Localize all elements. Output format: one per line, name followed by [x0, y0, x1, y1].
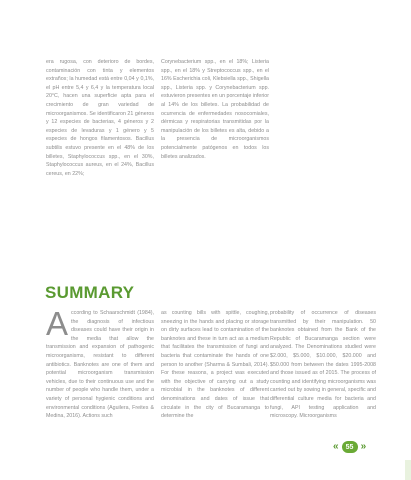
- summary-column-3: probability of occurrence of diseases transmitted by their manipulation. 50 banknotes obtained from the Bank of the Republic of Bucaramanga section were analyzed. The Denominations studied were $2.000, $5.000, $10.000, $20.000 and $50.000 from between the dates 1995-2008 and those issued as of 2015. The process of counting and identifying microorganisms was carried out by sowing in general, specific and differential culture media for bacteria and fungi, API testing application and microscopy. Microorganisms: [270, 310, 376, 420]
- section-title: SUMMARY: [45, 283, 135, 302]
- page-edge-tab: [405, 460, 411, 480]
- summary-column-1: [46, 305, 154, 461]
- drop-cap: A: [46, 305, 69, 342]
- body-text-column-2: Corynebacterium spp., en el 18%; Listeria spp., en el 18% y Streptococcus spp., en el 16% Escherichia coli, Klebsiella spp., Shigella spp., Listeria spp. y Corynebacterium spp. estuvieron presentes en un porcentaje inferior al 14% de los billetes. La probabilidad de ocurrencia de enfermedades nosocomiales, dérmicas y respiratorias transmitidas por la manipulación de los billetes es alta, debido a la presencia de microorganismos potencialmente patógenos en todos los billetes analizados.: [161, 59, 269, 160]
- previous-page-icon[interactable]: «: [333, 441, 339, 452]
- summary-column-1-text: ccording to Schaarschmidt (1984), the diagnosis of infectious diseases could have their origin in the media that allow the transmission and expansion of pathogenic microorganisms, resistant to different antibiotics. Banknotes are one of them and potential microorganism transmission vehicles, due to their continuous use and the number of people who handle them, under a variety of personal hygienic conditions and environmental conditions (Aguilera, Freites & Medina, 2016). Actions such: [46, 310, 154, 420]
- body-text-column-1: era rugosa, con deterioro de bordes, contaminación con tinta y elementos extraños; la humedad está entre 0,04 y 0,1%, el pH entre 5,4 y 6,4 y la temperatura local 20°C, hacen una superficie apta para el crecimiento de gran variedad de microorganismos. Se identificaron 21 géneros y 12 especies de bacterias, 4 géneros y 2 especies de levaduras y 1 género y 5 especies de hongos filamentosos. Bacillus subtilis estuvo presente en el 48% de los billetes, Staphylococcus spp., en el 30%, Staphylococcus aureus, en el 24%, Bacillus cereus, en 22%;: [46, 59, 154, 177]
- summary-column-2: as counting bills with spittle, coughing, sneezing in the hands and placing or storage on dirty surfaces lead to contamination of the banknotes and these in turn act as a medium that facilitates the transmission of fungi and bacteria that contaminate the hands of one person to another (Sharma & Sumbali, 2014). For these reasons, a project was executed with the objective of carrying out a study microbial in the banknotes of different denominations and dates of issue that circulate in the city of Bucaramanga to determine the: [161, 310, 269, 420]
- page-number-badge: 55: [342, 441, 358, 453]
- next-page-icon[interactable]: »: [360, 441, 367, 452]
- page-navigation: [333, 441, 366, 453]
